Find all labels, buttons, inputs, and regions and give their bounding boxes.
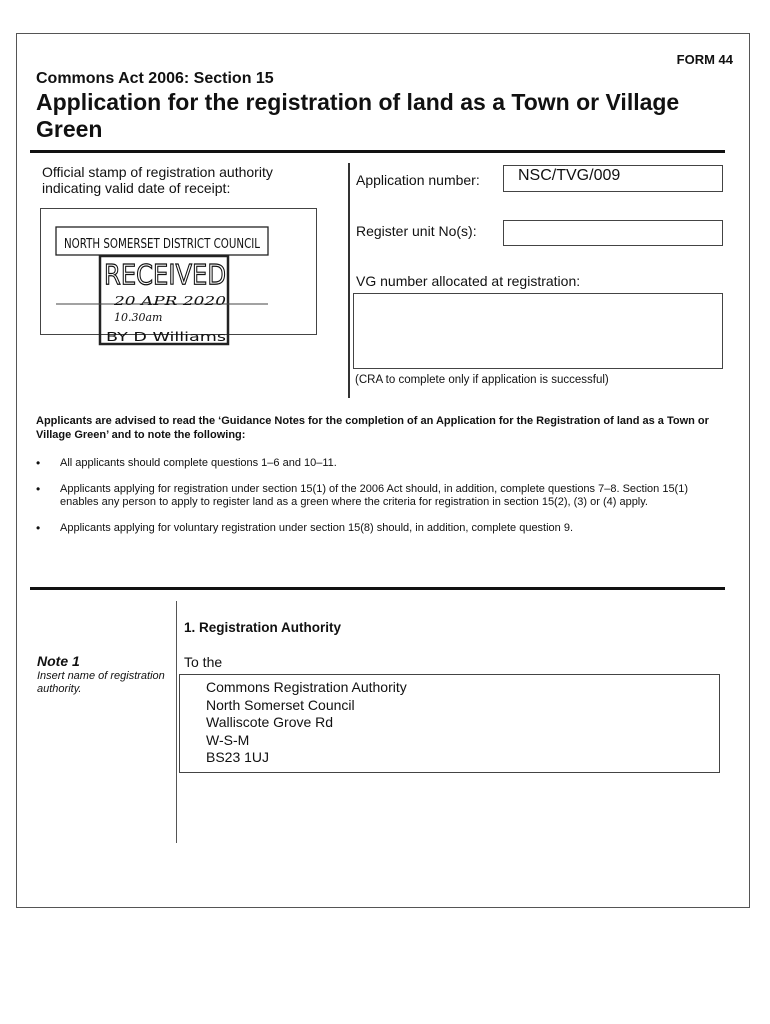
note-1-text: Insert name of registration authority. bbox=[37, 670, 165, 695]
note-1-title: Note 1 bbox=[37, 653, 80, 669]
stamp-authority-text: NORTH SOMERSET DISTRICT COUNCIL bbox=[64, 237, 261, 252]
header-vertical-divider bbox=[348, 163, 350, 398]
title-divider bbox=[30, 150, 725, 153]
cra-note: (CRA to complete only if application is successful) bbox=[355, 374, 609, 386]
register-unit-field[interactable] bbox=[503, 220, 723, 246]
guidance-intro: Applicants are advised to read the ‘Guidance Notes for the completion of an Application for the Registration of land as a Town or Village Green’ and to note the following: bbox=[36, 415, 709, 441]
section-1-heading: 1. Registration Authority bbox=[184, 620, 342, 635]
list-item: • All applicants should complete questions 1–6 and 10–11. bbox=[36, 457, 726, 470]
address-line: W-S-M bbox=[206, 731, 250, 748]
register-unit-label: Register unit No(s): bbox=[356, 223, 477, 239]
stamp-by-text: BY D Williams bbox=[106, 330, 226, 344]
address-line: Walliscote Grove Rd bbox=[206, 714, 334, 730]
stamp-time-text: 10.30am bbox=[114, 311, 163, 324]
page-title: Application for the registration of land as a Town or Village Green bbox=[36, 89, 680, 142]
address-line: North Somerset Council bbox=[206, 696, 355, 713]
to-the-label: To the bbox=[184, 654, 223, 670]
stamp-date-text: 20 APR 2020 bbox=[112, 294, 227, 308]
vg-number-field[interactable] bbox=[353, 293, 723, 369]
address-line: Commons Registration Authority bbox=[206, 679, 407, 695]
list-item: • Applicants applying for registration under section 15(1) of the 2006 Act should, in addition, complete questions 7–8. Section 15(1) enables any person to apply to register land as a green where the criteria for registration in section 15(2), (3) or (4) apply. bbox=[36, 483, 726, 509]
address-line: BS23 1UJ bbox=[206, 749, 270, 765]
list-item: • Applicants applying for voluntary registration under section 15(8) should, in addition, complete question 9. bbox=[36, 522, 726, 535]
application-number-label: Application number: bbox=[356, 172, 480, 188]
form-subtitle: Commons Act 2006: Section 15 bbox=[36, 70, 274, 87]
stamp-received-text: RECEIVED bbox=[104, 258, 226, 291]
notes-column-divider bbox=[176, 601, 177, 843]
instruction-list bbox=[36, 457, 726, 548]
form-number: FORM 44 bbox=[676, 52, 733, 67]
application-number-field[interactable]: NSC/TVG/009 bbox=[503, 165, 723, 192]
stamp-label: Official stamp of registration authority indicating valid date of receipt: bbox=[42, 164, 273, 196]
vg-number-label: VG number allocated at registration: bbox=[356, 273, 581, 289]
section-divider bbox=[30, 587, 725, 590]
received-stamp bbox=[52, 222, 297, 352]
registration-authority-field[interactable] bbox=[179, 674, 720, 773]
